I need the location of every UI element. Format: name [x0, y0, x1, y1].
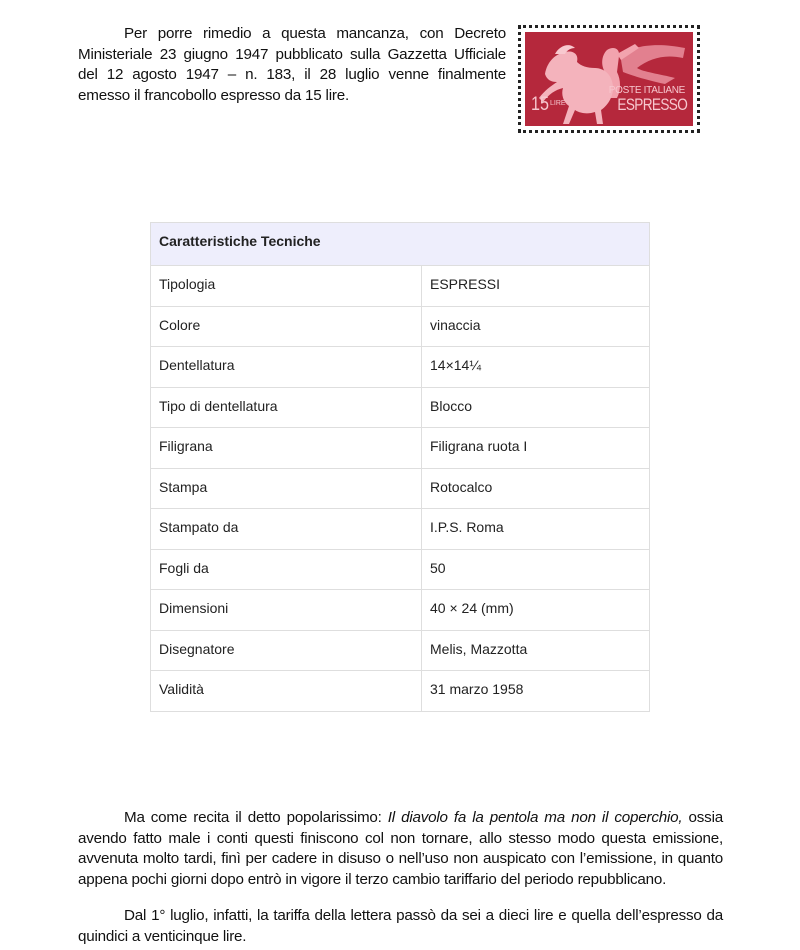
- table-row: [151, 630, 650, 671]
- row-label: Tipologia: [151, 266, 422, 307]
- stamp-title: ESPRESSO: [617, 95, 687, 114]
- row-value: Melis, Mazzotta: [422, 630, 650, 671]
- row-label: Filigrana: [151, 428, 422, 469]
- table-row: [151, 347, 650, 388]
- table-row: [151, 306, 650, 347]
- proverb-intro: Ma come recita il detto popolarissimo:: [124, 809, 388, 826]
- stamp-currency: LIRE: [550, 100, 566, 107]
- table-header: Caratteristiche Tecniche: [151, 223, 650, 266]
- stamp-image: [518, 25, 700, 133]
- intro-text: Per porre rimedio a questa mancanza, con Decreto Ministeriale 23 giugno 1947 pubblicato sulla Gazzetta Ufficiale del 12 agosto 1947 – n. 183, il 28 luglio venne finalmente emesso il francobollo espresso da 15 lire.: [78, 25, 506, 104]
- row-label: Validità: [151, 671, 422, 712]
- row-label: Disegnatore: [151, 630, 422, 671]
- row-value: 14×14¼: [422, 347, 650, 388]
- row-value: Rotocalco: [422, 468, 650, 509]
- row-value: Filigrana ruota I: [422, 428, 650, 469]
- table-row: [151, 468, 650, 509]
- row-label: Tipo di dentellatura: [151, 387, 422, 428]
- table-row: [151, 590, 650, 631]
- row-label: Fogli da: [151, 549, 422, 590]
- table-header-row: [151, 223, 650, 266]
- row-value: ESPRESSI: [422, 266, 650, 307]
- row-label: Stampato da: [151, 509, 422, 550]
- row-value: 50: [422, 549, 650, 590]
- proverb-continuation: ossia avendo fatto male i conti questi finiscono col non tornare, allo stesso modo questa emissione, avvenuta molto tardi, finì per cadere in disuso o nell’uso non auspicato con l’emissione, in quanto appena pochi giorni dopo entrò in vigore il terzo cambio tariffario del periodo repubblicano.: [78, 809, 723, 888]
- proverb-quote: Il diavolo fa la pentola ma non il coperchio,: [387, 809, 683, 826]
- table-row: [151, 387, 650, 428]
- row-label: Dimensioni: [151, 590, 422, 631]
- row-label: Dentellatura: [151, 347, 422, 388]
- row-value: 40 × 24 (mm): [422, 590, 650, 631]
- stamp-country: POSTE ITALIANE: [608, 85, 685, 96]
- stamp-face: [525, 32, 693, 126]
- table-row: [151, 428, 650, 469]
- row-label: Colore: [151, 306, 422, 347]
- technical-specs-table: [150, 222, 650, 712]
- table-row: [151, 671, 650, 712]
- tariff-text: Dal 1° luglio, infatti, la tariffa della lettera passò da sei a dieci lire e quella dell’espresso da quindici a venticinque lire.: [78, 907, 723, 945]
- row-value: Blocco: [422, 387, 650, 428]
- row-value: vinaccia: [422, 306, 650, 347]
- table-row: [151, 266, 650, 307]
- row-value: 31 marzo 1958: [422, 671, 650, 712]
- proverb-paragraph: [78, 808, 723, 890]
- row-value: I.P.S. Roma: [422, 509, 650, 550]
- tariff-paragraph: [78, 906, 723, 947]
- intro-paragraph: [78, 24, 506, 106]
- table-row: [151, 509, 650, 550]
- table-row: [151, 549, 650, 590]
- row-label: Stampa: [151, 468, 422, 509]
- stamp-value: 15: [531, 94, 549, 115]
